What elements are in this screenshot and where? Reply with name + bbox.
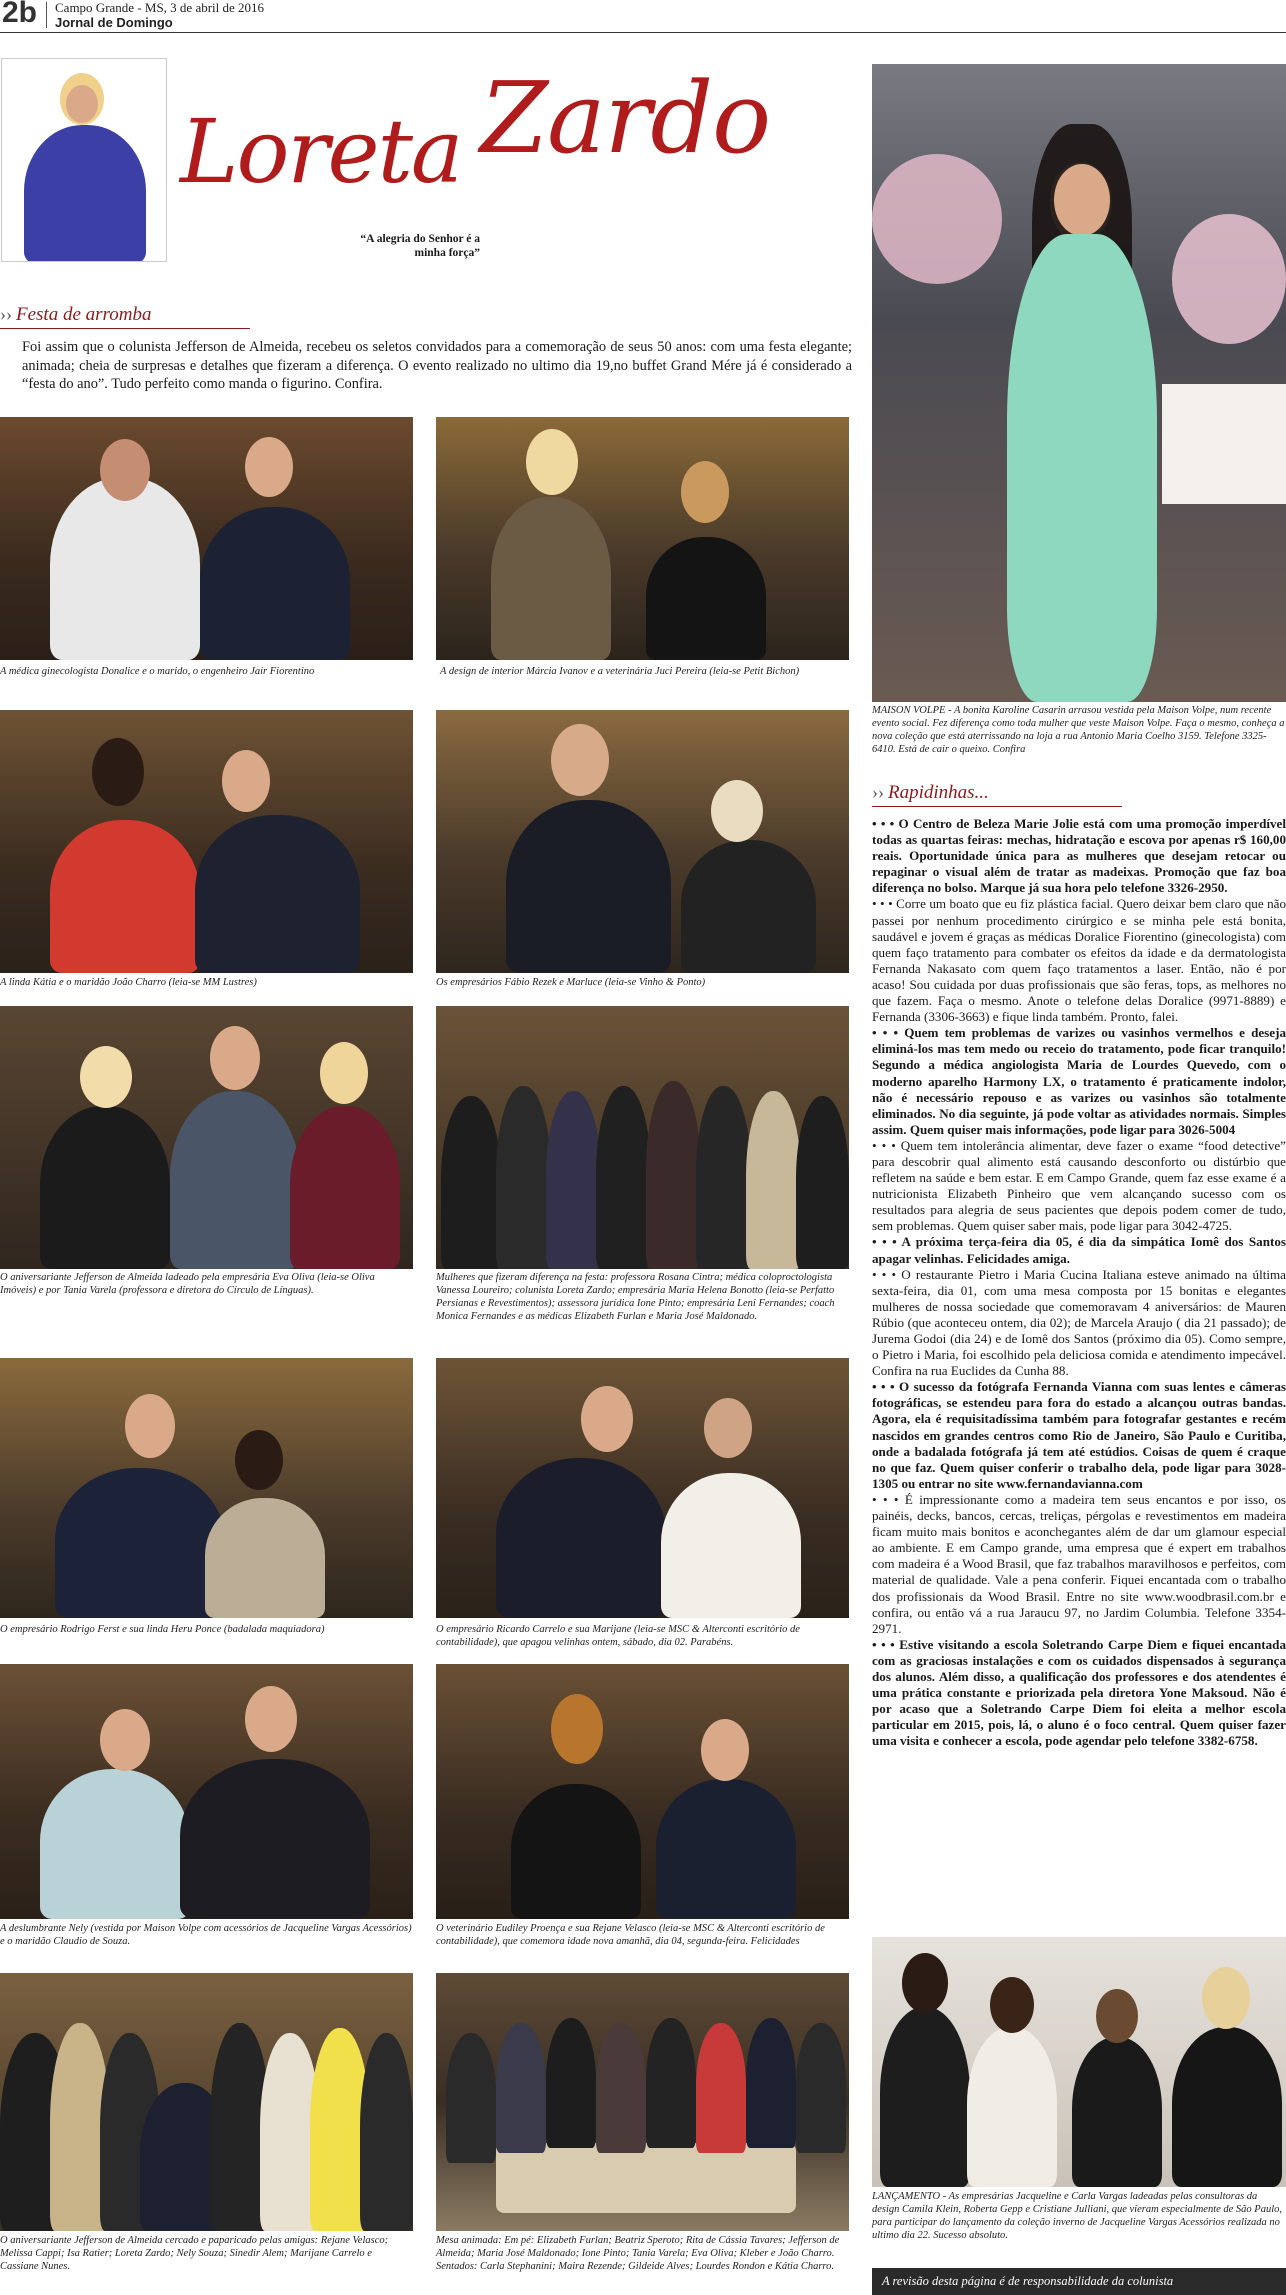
- photo-eudiley-rejane: [436, 1664, 849, 1919]
- feature-title-rule: [0, 328, 250, 329]
- photo-table-group: [436, 1973, 849, 2231]
- chevron-right-icon: ››: [872, 782, 884, 802]
- publication-name: Jornal de Domingo: [55, 15, 173, 30]
- motto-line-1: “A alegria do Senhor é a: [360, 233, 480, 245]
- rapidinhas-item: • • • Corre um boato que eu fiz plástica facial. Quero deixar bem claro que não passei por nenhum procedimento cirúrgico e se minha pele está bonita, saudável e jovem é graças as médicas Doralice Fiorentino (ginecologista) com quem faço tratamento para combater os efeitos da idade e da dermatologista Fernanda Nakasato com quem faço tratamentos a laser. Então, não é por acaso! Sou cuidada por duas profissionais que são feras, tops, as melhores no que fazem. Faça o mesmo. Anote o telefone delas Doralice (9971-8889) e Fernanda (3306-3663) e fique linda também. Pronto, falei.: [872, 896, 1286, 1025]
- motto-line-2: minha força”: [414, 247, 480, 259]
- caption-8: O empresário Ricardo Carrelo e sua Marijane (leia-se MSC & Alterconti escritório de contabilidade), que apagou velinhas ontem, sábado, dia 02. Parabéns.: [436, 1624, 800, 1648]
- rapidinhas-item: • • • O sucesso da fotógrafa Fernanda Vianna com suas lentes e câmeras fotográficas, se estendeu para fora do estado a alcançou outras bandas. Agora, ela é requisitadíssima também para fotografar gestantes e recém nascidos em grandes centros como Rio de Janeiro, São Paulo e Curitiba, onde a badalada fotógrafa já tem até estúdios. Coisas de quem é craque no que faz. Quem quiser conferir o trabalho dela, pode ligar para 3028-1305 ou entrar no site www.fernandavianna.com: [872, 1379, 1286, 1491]
- rapidinhas-title: [872, 782, 989, 804]
- caption-10: O veterinário Eudiley Proença e sua Rejane Velasco (leia-se MSC & Alterconti escritório de contabilidade), que comemora idade nova amanhã, dia 04, segunda-feira. Felicidades: [436, 1923, 825, 1947]
- caption-4: Os empresários Fábio Rezek e Marluce (leia-se Vinho & Ponto): [436, 977, 706, 988]
- rapidinhas-title-rule: [872, 806, 1122, 807]
- caption-6: Mulheres que fizeram diferença na festa: professora Rosana Cintra; médica coloproctologista Vanessa Loureiro; colunista Loreta Zardo; empresária Maria Helena Bonotto (leia-se Perfatto Persianas e Revestimentos); assessora jurídica Ione Pinto; empresária Leni Fernandes; coach Monica Fernandes e as médicas Elizabeth Furlan e Maria José Maldonado.: [436, 1272, 835, 1322]
- page-number: 2b: [2, 0, 38, 29]
- column-title-second: Zardo: [480, 62, 771, 176]
- rapidinhas-item: • • • O Centro de Beleza Marie Jolie está com uma promoção imperdível todas as quartas feiras: mechas, hidratação e escova por apenas r$ 160,00 reais. Oportunidade única para as mulheres que desejam retocar ou repaginar o visual além de tratar as madeixas. Promoção que faz boa diferença no bolso. Marque já sua hora pelo telefone 3326-2950.: [872, 816, 1286, 896]
- dateline: Campo Grande - MS, 3 de abril de 2016: [55, 0, 265, 15]
- column-title: [180, 62, 860, 232]
- columnist-portrait: [1, 58, 167, 262]
- header-divider: [46, 2, 47, 28]
- footer-note: [872, 2268, 1286, 2295]
- caption-11: O aniversariante Jefferson de Almeida cercado e paparicado pelas amigas: Rejane Velasco; Melissa Cappi; Isa Ratier; Loreta Zardo; Nely Souza; Sinedir Alem; Marijane Carrelo e Cassiane Nunes.: [0, 2235, 389, 2272]
- rapidinhas-title-text: Rapidinhas...: [888, 782, 989, 803]
- caption-5: O aniversariante Jefferson de Almeida ladeado pela empresária Eva Oliva (leia-se Oliva Imóveis) e por Tania Varela (professora e diretora do Círculo de Línguas).: [0, 1272, 375, 1296]
- photo-marcia-juci: [436, 417, 849, 660]
- rapidinhas-item: • • • Estive visitando a escola Soletrando Carpe Diem e fiquei encantada com as graciosas instalações e com os cuidados dispensados à segurança dos alunos. Além disso, a qualificação dos professores e dos atendentes é uma prática constante e priorizada pela diretora Yone Maksoud. Não é por acaso que a Soletrando Carpe Diem foi eleita a melhor escola particular em 2015, pois, lá, o aluno é o foco central. Quem quiser fazer uma visita e conhecer a escola, pode agendar pelo telefone 3382-6758.: [872, 1636, 1286, 1749]
- photo-lancamento: [872, 1937, 1286, 2187]
- photo-jefferson-friends: [0, 1973, 413, 2231]
- feature-title: [0, 304, 151, 326]
- feature-title-text: Festa de arromba: [16, 304, 152, 325]
- photo-rodrigo-heru: [0, 1358, 413, 1618]
- header-rule: [0, 32, 1286, 33]
- photo-katia-joao: [0, 710, 413, 973]
- caption-2: A design de interior Márcia Ivanov e a veterinária Juci Pereira (leia-se Petit Bichon): [440, 666, 800, 677]
- feature-body: Foi assim que o colunista Jefferson de Almeida, recebeu os seletos convidados para a comemoração de seus 50 anos: com uma festa elegante; animada; cheia de surpresas e detalhes que fizeram a diferença. O evento realizado no ultimo dia 19,no buffet Grand Mére já é considerado a “festa do ano”. Tudo perfeito como manda o figurino. Confira.: [22, 339, 852, 392]
- photo-jefferson-eva-tania: [0, 1006, 413, 1269]
- rapidinhas-item: • • • É impressionante como a madeira tem seus encantos e por isso, os painéis, decks, bancos, cercas, treliças, pérgolas e revestimentos em madeira ficam muito mais bonitos e aconchegantes além de dar um glamour especial ao ambiente. E em Campo grande, uma empresa que é expert em trabalhos com madeira é a Wood Brasil, que faz trabalhos maravilhosos e perfeitos, com material de qualidade. Vale a pena conferir. Fiquei encantada com o trabalho dos profissionais da Wood Brasil. Entre no site www.woodbrasil.com.br e confira, ou então vá a rua Jaraucu 97, no Jardim Columbia. Telefone 3354-2971.: [872, 1491, 1286, 1636]
- photo-fabio-marluce: [436, 710, 849, 973]
- caption-12: Mesa animada: Em pé: Elizabeth Furlan; Beatriz Speroto; Rita de Cássia Tavares; Jefferson de Almeida; Maria José Maldonado; Ione Pinto; Tania Varela; Eva Oliva; Kleber e João Charro. Sentados: Carla Stephanini; Maira Rezende; Gildeide Alves; Lourdes Rondon e Kátia Charro.: [436, 2235, 840, 2272]
- rapidinhas-item: • • • Quem tem problemas de varizes ou vasinhos vermelhos e deseja eliminá-los mas tem medo ou receio do tratamento, pode ficar tranquilo! Segundo a médica angiologista Maria de Lourdes Quevedo, com o moderno aparelho Harmony LX, o tratamento é praticamente indolor, não é necessário repouso e as varizes ou vasinhos são totalmente eliminados. No dia seguinte, já pode voltar as atividades normais. Simples assim. Quem quiser mais informações, pode ligar para 3026-5004: [872, 1025, 1286, 1137]
- caption-1: A médica ginecologista Donalice e o marido, o engenheiro Jair Fiorentino: [0, 666, 315, 677]
- rapidinhas-body: [872, 816, 1286, 1749]
- caption-maison-volpe: MAISON VOLPE - A bonita Karoline Casarin arrasou vestida pela Maison Volpe, num recente evento social. Fez diferença como toda mulher que veste Maison Volpe. Faça o mesmo, conheça a nova coleção que está aterrissando na loja a rua Antonio Maria Coelho 3159. Telefone 3325-6410. Está de cair o queixo. Confira: [872, 705, 1285, 755]
- caption-7: O empresário Rodrigo Ferst e sua linda Heru Ponce (badalada maquiadora): [0, 1624, 325, 1635]
- column-title-first: Loreta: [180, 100, 462, 203]
- chevron-right-icon: ››: [0, 304, 12, 324]
- footer-note-text: A revisão desta página é de responsabilidade da colunista: [882, 2274, 1174, 2288]
- caption-lancamento: LANÇAMENTO - As empresárias Jacqueline e Carla Vargas ladeadas pelas consultoras da design Camila Klein, Roberta Gepp e Cristiane Julliani, que vieram especialmente de São Paulo, para participar do lançamento da coleção inverno de Jacqueline Vargas Acessórios realizada no ultimo dia 22. Sucesso absoluto.: [872, 2191, 1283, 2241]
- motto: [330, 232, 480, 260]
- photo-maison-volpe: [872, 64, 1286, 702]
- rapidinhas-item: • • • A próxima terça-feira dia 05, é dia da simpática Iomê dos Santos apagar velinhas. Felicidades amiga.: [872, 1234, 1286, 1266]
- caption-9: A deslumbrante Nely (vestida por Maison Volpe com acessórios de Jacqueline Vargas Acessórios) e o maridão Claudio de Souza.: [0, 1923, 412, 1947]
- photo-nely-claudio: [0, 1664, 413, 1919]
- photo-ricardo-marijane: [436, 1358, 849, 1618]
- photo-donalice-jair: [0, 417, 413, 660]
- rapidinhas-item: • • • O restaurante Pietro i Maria Cucina Italiana esteve animado na última sexta-feira, dia 01, com uma mesa composta por 15 bonitas e elegantes mulheres de nossa sociedade que comemoravam 4 aniversários: de Mauren Rúbio (que aconteceu ontem, dia 02); de Marcela Araujo ( dia 21 passado); de Jurema Godoi (dia 24) e de Iomê dos Santos (próximo dia 05). Como sempre, o Pietro i Maria, foi escolhido pela deliciosa comida e atendimento impecável. Confira na rua Euclides da Cunha 88.: [872, 1266, 1286, 1379]
- caption-3: A linda Kátia e o maridão João Charro (leia-se MM Lustres): [0, 977, 257, 988]
- rapidinhas-item: • • • Quem tem intolerância alimentar, deve fazer o exame “food detective” para descobrir qual alimento está causando desconforto ou distúrbio que refletem na saúde e bem estar. E em Campo Grande, quem faz esse exame é a nutricionista Elizabeth Pinheiro que vem alcançando sucesso com os resultados para alegria de seus pacientes que depois podem comer de tudo, sem problemas. Quem quiser saber mais, pode ligar para 3042-4725.: [872, 1137, 1286, 1234]
- photo-women-group: [436, 1006, 849, 1269]
